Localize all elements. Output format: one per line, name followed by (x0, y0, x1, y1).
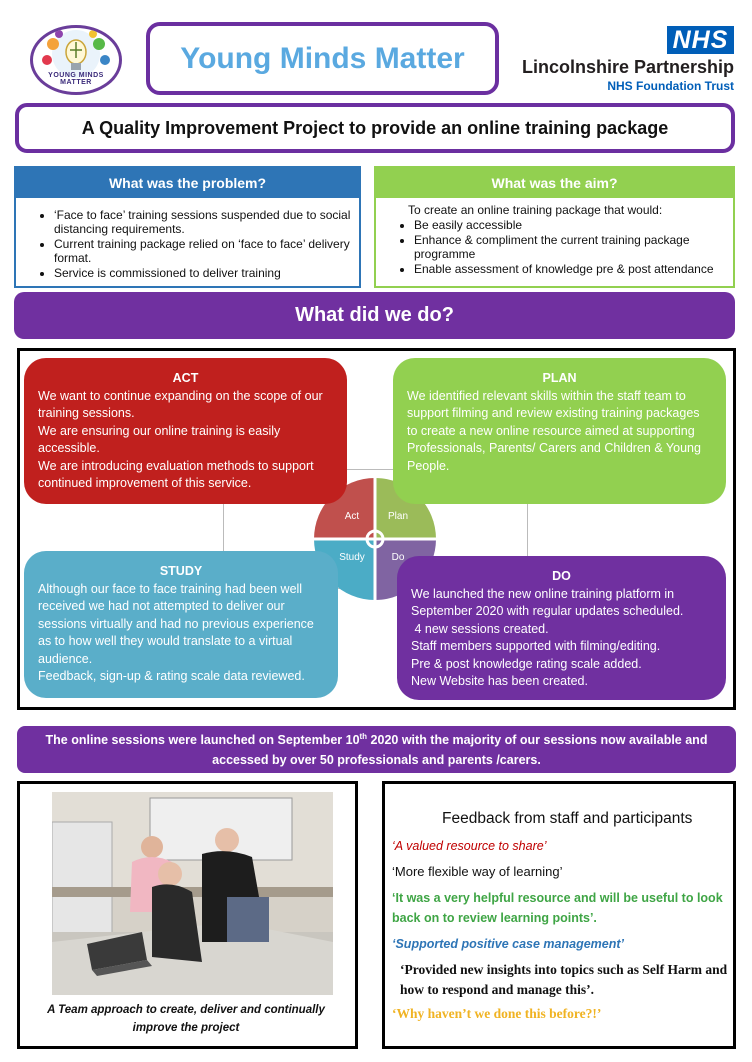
what-did-we-do-heading: What did we do? (295, 304, 454, 326)
do-line: Staff members supported with filming/editing. (411, 639, 661, 653)
cycle-do-label: Do (391, 552, 405, 563)
aim-item: • Enhance & compliment the current training package programme (414, 233, 725, 261)
act-line: We are ensuring our online training is easily accessible. (38, 423, 281, 455)
young-minds-matter-logo (30, 25, 122, 95)
subtitle-box (15, 103, 735, 153)
problem-list (16, 198, 359, 280)
feedback-quote: ‘It was a very helpful resource and will be useful to look back on to review learning points’. (392, 891, 723, 925)
feedback-quote: ‘Why haven’t we done this before?!’ (392, 1006, 602, 1021)
problem-item: • ‘Face to face’ training sessions suspended due to social distancing requirements. (54, 208, 351, 236)
do-line: We launched the new online training platform in September 2020 with regular updates scheduled. (411, 586, 684, 618)
feedback-quote: ‘More flexible way of learning’ (392, 864, 563, 879)
feedback-title: Feedback from staff and participants (442, 810, 693, 827)
do-line: 4 new sessions created. (411, 621, 549, 636)
plan-heading: PLAN (542, 371, 577, 385)
aim-heading: What was the aim? (376, 168, 733, 198)
problem-item: • Current training package relied on ‘face to face’ delivery format. (54, 237, 351, 265)
feedback-quote: ‘Supported positive case management’ (392, 937, 625, 951)
photo-caption: A Team approach to create, deliver and continually improve the project (47, 1004, 325, 1034)
aim-list (376, 217, 733, 276)
study-box (24, 551, 338, 698)
study-heading: STUDY (159, 564, 203, 578)
cycle-act-label: Act (344, 511, 360, 522)
plan-box (393, 358, 726, 504)
org-name: Lincolnshire Partnership (521, 57, 734, 77)
cycle-plan-label: Plan (387, 511, 409, 522)
problem-panel (14, 166, 361, 288)
nhs-logo: NHS (667, 26, 734, 54)
logo-text: YOUNG MINDS MATTER (48, 72, 104, 86)
cycle-study-label: Study (339, 552, 365, 563)
do-box (397, 556, 726, 700)
launch-banner (17, 726, 736, 773)
what-did-we-do-banner (14, 292, 735, 339)
launch-text: The online sessions were launched on September 10 (45, 733, 360, 747)
study-line: Feedback, sign-up & rating scale data reviewed. (38, 669, 305, 683)
aim-intro: To create an online training package that would: (408, 203, 663, 217)
act-heading: ACT (172, 371, 199, 385)
do-heading: DO (552, 569, 571, 583)
aim-panel (374, 166, 735, 288)
team-photo (52, 792, 333, 995)
page-title: Young Minds Matter (180, 41, 465, 75)
do-line: New Website has been created. (411, 674, 588, 688)
act-line: We want to continue expanding on the scope of our training sessions. (38, 388, 323, 420)
org-trust: NHS Foundation Trust (607, 79, 734, 93)
title-box (146, 22, 499, 95)
act-line: We are introducing evaluation methods to support continued improvement of this service. (38, 458, 314, 490)
launch-text: 2020 with the majority of our sessions now available and accessed by over 50 professionals and parents /carers. (212, 733, 708, 767)
feedback-quote: ‘Provided new insights into topics such as Self Harm and how to respond and manage this’. (400, 962, 728, 997)
subtitle: A Quality Improvement Project to provide an online training package (81, 117, 669, 138)
act-box (24, 358, 347, 504)
aim-item: • Enable assessment of knowledge pre & post attendance (414, 262, 725, 276)
plan-line: We identified relevant skills within the staff team to support filming and review existing training packages to create a new online resource aimed at supporting Professionals, Parents/ Carers and Children & Young People. (407, 388, 701, 473)
problem-item: • Service is commissioned to deliver training (54, 266, 351, 280)
launch-sup: th (359, 731, 368, 741)
aim-item: • Be easily accessible (414, 218, 725, 232)
feedback-quote: ‘A valued resource to share’ (392, 839, 547, 853)
study-line: Although our face to face training had been well received we had not attempted to deliver our sessions virtually and had no previous experience as to how well they would translate to a virtual audience. (38, 581, 314, 666)
problem-heading: What was the problem? (16, 168, 359, 198)
do-line: Pre & post knowledge rating scale added. (411, 656, 642, 671)
